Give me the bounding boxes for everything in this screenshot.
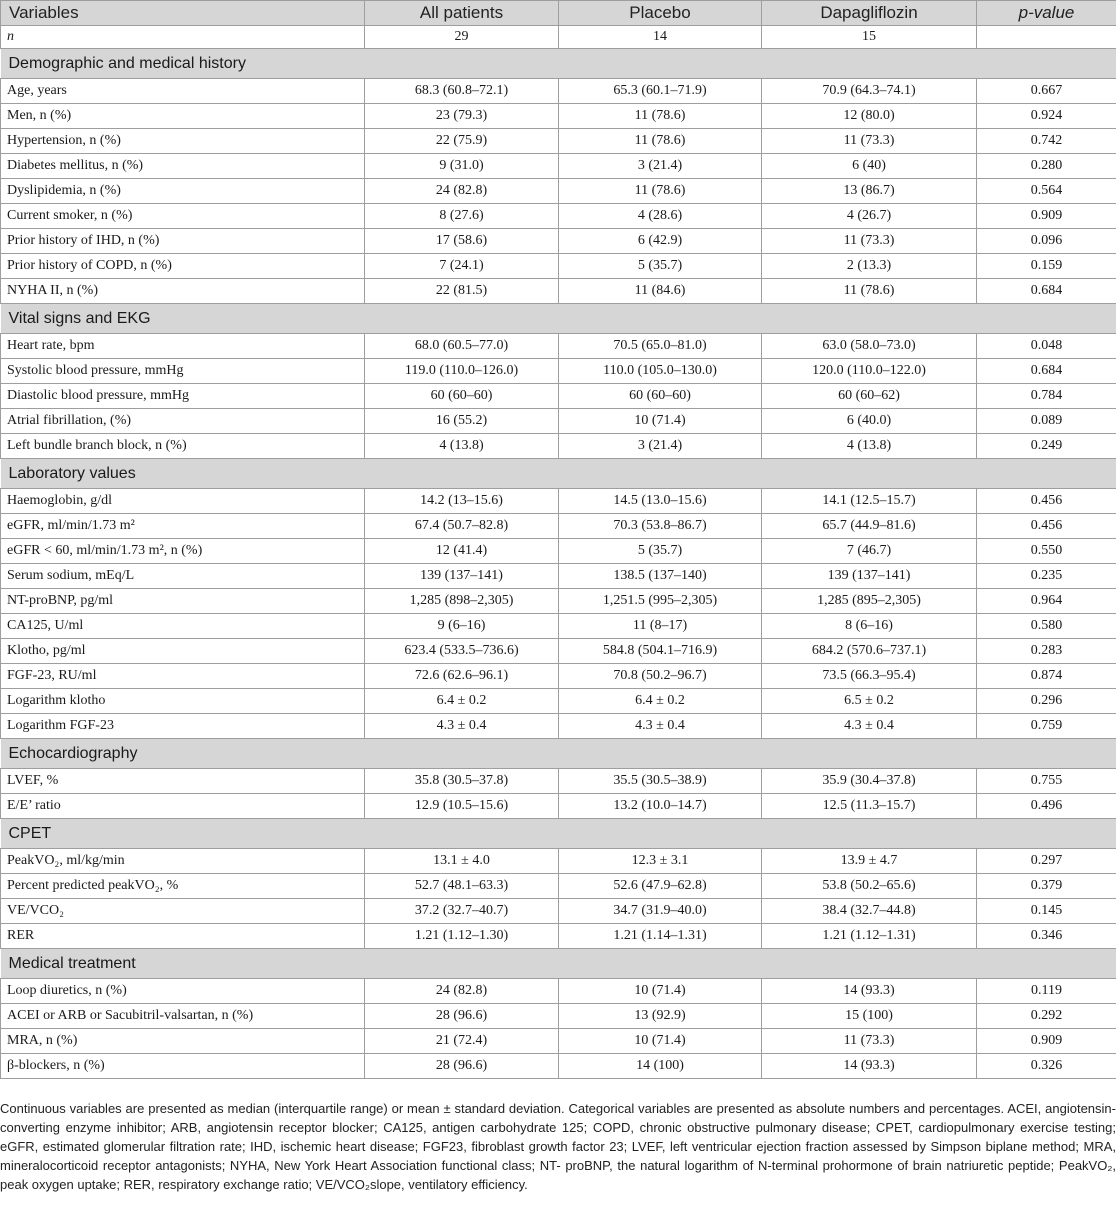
cell-all-patients: 13.1 ± 4.0: [365, 849, 559, 874]
n-row: [1, 26, 1116, 49]
table-row: [1, 279, 1116, 304]
cell-p-value: 0.283: [977, 639, 1116, 664]
cell-dapagliflozin: 63.0 (58.0–73.0): [762, 334, 977, 359]
header-dapagliflozin: Dapagliflozin: [762, 1, 977, 26]
cell-dapagliflozin: 11 (73.3): [762, 229, 977, 254]
table-header: [1, 1, 1116, 26]
table-row: [1, 334, 1116, 359]
table-row: [1, 899, 1116, 924]
cell-variable: Logarithm klotho: [1, 689, 365, 714]
cell-p-value: 0.096: [977, 229, 1116, 254]
section-title: Vital signs and EKG: [1, 304, 1116, 334]
table-row: [1, 1054, 1116, 1079]
cell-placebo: 10 (71.4): [559, 979, 762, 1004]
table-row: [1, 714, 1116, 739]
cell-dapagliflozin: 6.5 ± 0.2: [762, 689, 977, 714]
cell-p-value: 0.874: [977, 664, 1116, 689]
cell-p-value: 0.145: [977, 899, 1116, 924]
table-row: [1, 514, 1116, 539]
table-row: [1, 589, 1116, 614]
cell-all-patients: 22 (81.5): [365, 279, 559, 304]
cell-variable: CA125, U/ml: [1, 614, 365, 639]
cell-variable: Age, years: [1, 79, 365, 104]
table-row: [1, 1004, 1116, 1029]
cell-variable: eGFR, ml/min/1.73 m²: [1, 514, 365, 539]
cell-dapagliflozin: 1,285 (895–2,305): [762, 589, 977, 614]
cell-all-patients: 24 (82.8): [365, 979, 559, 1004]
cell-variable: Prior history of COPD, n (%): [1, 254, 365, 279]
cell-dapagliflozin: 8 (6–16): [762, 614, 977, 639]
cell-placebo: 11 (8–17): [559, 614, 762, 639]
cell-variable: ACEI or ARB or Sacubitril-valsartan, n (%): [1, 1004, 365, 1029]
cell-placebo: 10 (71.4): [559, 1029, 762, 1054]
section-header: [1, 459, 1116, 489]
n-all: 29: [365, 26, 559, 49]
cell-dapagliflozin: 7 (46.7): [762, 539, 977, 564]
cell-dapagliflozin: 70.9 (64.3–74.1): [762, 79, 977, 104]
cell-variable: VE/VCO₂: [1, 899, 365, 924]
cell-all-patients: 6.4 ± 0.2: [365, 689, 559, 714]
cell-variable: MRA, n (%): [1, 1029, 365, 1054]
cell-placebo: 4 (28.6): [559, 204, 762, 229]
cell-placebo: 10 (71.4): [559, 409, 762, 434]
cell-all-patients: 8 (27.6): [365, 204, 559, 229]
cell-variable: LVEF, %: [1, 769, 365, 794]
cell-all-patients: 4.3 ± 0.4: [365, 714, 559, 739]
cell-all-patients: 1.21 (1.12–1.30): [365, 924, 559, 949]
cell-placebo: 70.3 (53.8–86.7): [559, 514, 762, 539]
n-p-value: [977, 26, 1116, 49]
cell-placebo: 12.3 ± 3.1: [559, 849, 762, 874]
cell-all-patients: 21 (72.4): [365, 1029, 559, 1054]
section-title: Demographic and medical history: [1, 49, 1116, 79]
cell-placebo: 5 (35.7): [559, 254, 762, 279]
cell-dapagliflozin: 65.7 (44.9–81.6): [762, 514, 977, 539]
table-row: [1, 874, 1116, 899]
cell-placebo: 4.3 ± 0.4: [559, 714, 762, 739]
section-header: [1, 819, 1116, 849]
cell-all-patients: 9 (6–16): [365, 614, 559, 639]
cell-all-patients: 14.2 (13–15.6): [365, 489, 559, 514]
cell-variable: β-blockers, n (%): [1, 1054, 365, 1079]
section-header: [1, 949, 1116, 979]
cell-p-value: 0.496: [977, 794, 1116, 819]
cell-dapagliflozin: 120.0 (110.0–122.0): [762, 359, 977, 384]
cell-dapagliflozin: 12 (80.0): [762, 104, 977, 129]
section-title: Medical treatment: [1, 949, 1116, 979]
cell-p-value: 0.784: [977, 384, 1116, 409]
n-placebo: 14: [559, 26, 762, 49]
cell-all-patients: 4 (13.8): [365, 434, 559, 459]
cell-placebo: 5 (35.7): [559, 539, 762, 564]
cell-variable: E/E’ ratio: [1, 794, 365, 819]
table-row: [1, 614, 1116, 639]
cell-p-value: 0.684: [977, 279, 1116, 304]
cell-dapagliflozin: 11 (78.6): [762, 279, 977, 304]
cell-dapagliflozin: 13 (86.7): [762, 179, 977, 204]
table-row: [1, 489, 1116, 514]
cell-variable: Diastolic blood pressure, mmHg: [1, 384, 365, 409]
cell-variable: eGFR < 60, ml/min/1.73 m², n (%): [1, 539, 365, 564]
cell-variable: Dyslipidemia, n (%): [1, 179, 365, 204]
cell-p-value: 0.755: [977, 769, 1116, 794]
cell-p-value: 0.048: [977, 334, 1116, 359]
cell-placebo: 11 (84.6): [559, 279, 762, 304]
cell-variable: PeakVO₂, ml/kg/min: [1, 849, 365, 874]
cell-all-patients: 139 (137–141): [365, 564, 559, 589]
cell-p-value: 0.249: [977, 434, 1116, 459]
cell-variable: Current smoker, n (%): [1, 204, 365, 229]
cell-p-value: 0.667: [977, 79, 1116, 104]
table-row: [1, 129, 1116, 154]
cell-all-patients: 60 (60–60): [365, 384, 559, 409]
cell-p-value: 0.456: [977, 514, 1116, 539]
cell-all-patients: 68.0 (60.5–77.0): [365, 334, 559, 359]
section-header: [1, 49, 1116, 79]
cell-variable: Systolic blood pressure, mmHg: [1, 359, 365, 384]
cell-placebo: 34.7 (31.9–40.0): [559, 899, 762, 924]
cell-p-value: 0.456: [977, 489, 1116, 514]
table-row: [1, 924, 1116, 949]
cell-all-patients: 12 (41.4): [365, 539, 559, 564]
cell-p-value: 0.280: [977, 154, 1116, 179]
cell-dapagliflozin: 12.5 (11.3–15.7): [762, 794, 977, 819]
cell-placebo: 584.8 (504.1–716.9): [559, 639, 762, 664]
table-row: [1, 384, 1116, 409]
cell-all-patients: 28 (96.6): [365, 1004, 559, 1029]
table-row: [1, 229, 1116, 254]
table-footnote: Continuous variables are presented as median (interquartile range) or mean ± standard deviation. Categorical variables are presented as absolute numbers and percentages. ACEI, angiotensin-converting enzyme inhibitor; ARB, angiotensin receptor blocker; CA125, antigen carbohydrate 125; COPD, chronic obstructive pulmonary disease; CPET, cardiopulmonary exercise testing; eGFR, estimated glomerular filtration rate; IHD, ischemic heart disease; FGF23, fibroblast growth factor 23; LVEF, left ventricular ejection fraction assessed by Simpson biplane method; MRA, mineralocorticoid receptor antagonists; NYHA, New York Heart Association functional class; NT- proBNP, the natural logarithm of N-terminal prohormone of brain natriuretic peptide; PeakVO₂, peak oxygen uptake; RER, respiratory exchange ratio; VE/VCO₂slope, ventilatory efficiency.: [0, 1101, 1116, 1192]
cell-placebo: 3 (21.4): [559, 154, 762, 179]
cell-p-value: 0.346: [977, 924, 1116, 949]
cell-p-value: 0.759: [977, 714, 1116, 739]
table-body: [1, 26, 1116, 1079]
cell-variable: Men, n (%): [1, 104, 365, 129]
cell-dapagliflozin: 14 (93.3): [762, 979, 977, 1004]
cell-variable: Klotho, pg/ml: [1, 639, 365, 664]
cell-dapagliflozin: 6 (40.0): [762, 409, 977, 434]
cell-all-patients: 52.7 (48.1–63.3): [365, 874, 559, 899]
cell-dapagliflozin: 4.3 ± 0.4: [762, 714, 977, 739]
header-all-patients: All patients: [365, 1, 559, 26]
header-placebo: Placebo: [559, 1, 762, 26]
cell-all-patients: 12.9 (10.5–15.6): [365, 794, 559, 819]
section-title: CPET: [1, 819, 1116, 849]
table-row: [1, 564, 1116, 589]
cell-p-value: 0.296: [977, 689, 1116, 714]
cell-variable: NYHA II, n (%): [1, 279, 365, 304]
table-row: [1, 639, 1116, 664]
cell-dapagliflozin: 35.9 (30.4–37.8): [762, 769, 977, 794]
n-label: n: [1, 26, 365, 49]
cell-variable: Percent predicted peakVO₂, %: [1, 874, 365, 899]
cell-p-value: 0.924: [977, 104, 1116, 129]
cell-dapagliflozin: 14 (93.3): [762, 1054, 977, 1079]
cell-placebo: 70.8 (50.2–96.7): [559, 664, 762, 689]
cell-placebo: 52.6 (47.9–62.8): [559, 874, 762, 899]
section-header: [1, 739, 1116, 769]
cell-variable: Diabetes mellitus, n (%): [1, 154, 365, 179]
cell-dapagliflozin: 60 (60–62): [762, 384, 977, 409]
table-row: [1, 359, 1116, 384]
table-row: [1, 79, 1116, 104]
cell-dapagliflozin: 4 (13.8): [762, 434, 977, 459]
table-row: [1, 104, 1116, 129]
cell-variable: Hypertension, n (%): [1, 129, 365, 154]
cell-dapagliflozin: 6 (40): [762, 154, 977, 179]
cell-variable: RER: [1, 924, 365, 949]
cell-dapagliflozin: 2 (13.3): [762, 254, 977, 279]
cell-dapagliflozin: 4 (26.7): [762, 204, 977, 229]
cell-all-patients: 35.8 (30.5–37.8): [365, 769, 559, 794]
cell-placebo: 3 (21.4): [559, 434, 762, 459]
table-row: [1, 434, 1116, 459]
cell-all-patients: 17 (58.6): [365, 229, 559, 254]
cell-variable: Serum sodium, mEq/L: [1, 564, 365, 589]
table-row: [1, 664, 1116, 689]
cell-p-value: 0.550: [977, 539, 1116, 564]
table-row: [1, 689, 1116, 714]
cell-dapagliflozin: 1.21 (1.12–1.31): [762, 924, 977, 949]
cell-variable: Heart rate, bpm: [1, 334, 365, 359]
cell-all-patients: 16 (55.2): [365, 409, 559, 434]
table-row: [1, 539, 1116, 564]
cell-variable: Prior history of IHD, n (%): [1, 229, 365, 254]
cell-variable: Loop diuretics, n (%): [1, 979, 365, 1004]
cell-all-patients: 28 (96.6): [365, 1054, 559, 1079]
table-row: [1, 179, 1116, 204]
table-row: [1, 794, 1116, 819]
cell-p-value: 0.235: [977, 564, 1116, 589]
cell-p-value: 0.964: [977, 589, 1116, 614]
cell-placebo: 13.2 (10.0–14.7): [559, 794, 762, 819]
table-row: [1, 409, 1116, 434]
cell-all-patients: 37.2 (32.7–40.7): [365, 899, 559, 924]
cell-placebo: 14.5 (13.0–15.6): [559, 489, 762, 514]
section-header: [1, 304, 1116, 334]
cell-placebo: 1,251.5 (995–2,305): [559, 589, 762, 614]
cell-p-value: 0.159: [977, 254, 1116, 279]
cell-all-patients: 24 (82.8): [365, 179, 559, 204]
header-variables: Variables: [1, 1, 365, 26]
cell-all-patients: 68.3 (60.8–72.1): [365, 79, 559, 104]
cell-all-patients: 23 (79.3): [365, 104, 559, 129]
cell-dapagliflozin: 38.4 (32.7–44.8): [762, 899, 977, 924]
cell-all-patients: 9 (31.0): [365, 154, 559, 179]
cell-dapagliflozin: 13.9 ± 4.7: [762, 849, 977, 874]
cell-dapagliflozin: 11 (73.3): [762, 1029, 977, 1054]
cell-variable: Left bundle branch block, n (%): [1, 434, 365, 459]
cell-dapagliflozin: 684.2 (570.6–737.1): [762, 639, 977, 664]
cell-p-value: 0.909: [977, 1029, 1116, 1054]
table-row: [1, 769, 1116, 794]
table-row: [1, 204, 1116, 229]
cell-all-patients: 7 (24.1): [365, 254, 559, 279]
cell-p-value: 0.684: [977, 359, 1116, 384]
cell-p-value: 0.089: [977, 409, 1116, 434]
table-row: [1, 254, 1116, 279]
cell-p-value: 0.297: [977, 849, 1116, 874]
cell-placebo: 11 (78.6): [559, 129, 762, 154]
cell-all-patients: 22 (75.9): [365, 129, 559, 154]
cell-placebo: 11 (78.6): [559, 104, 762, 129]
cell-variable: NT-proBNP, pg/ml: [1, 589, 365, 614]
cell-p-value: 0.564: [977, 179, 1116, 204]
cell-placebo: 6 (42.9): [559, 229, 762, 254]
cell-dapagliflozin: 11 (73.3): [762, 129, 977, 154]
cell-dapagliflozin: 53.8 (50.2–65.6): [762, 874, 977, 899]
cell-placebo: 138.5 (137–140): [559, 564, 762, 589]
table-row: [1, 849, 1116, 874]
cell-p-value: 0.580: [977, 614, 1116, 639]
cell-placebo: 1.21 (1.14–1.31): [559, 924, 762, 949]
cell-placebo: 13 (92.9): [559, 1004, 762, 1029]
section-title: Echocardiography: [1, 739, 1116, 769]
header-p-value: p-value: [977, 1, 1116, 26]
cell-placebo: 11 (78.6): [559, 179, 762, 204]
cell-dapagliflozin: 73.5 (66.3–95.4): [762, 664, 977, 689]
cell-placebo: 6.4 ± 0.2: [559, 689, 762, 714]
cell-variable: Logarithm FGF-23: [1, 714, 365, 739]
cell-p-value: 0.742: [977, 129, 1116, 154]
cell-dapagliflozin: 139 (137–141): [762, 564, 977, 589]
n-dapagliflozin: 15: [762, 26, 977, 49]
cell-placebo: 35.5 (30.5–38.9): [559, 769, 762, 794]
cell-placebo: 70.5 (65.0–81.0): [559, 334, 762, 359]
cell-all-patients: 1,285 (898–2,305): [365, 589, 559, 614]
cell-all-patients: 72.6 (62.6–96.1): [365, 664, 559, 689]
section-title: Laboratory values: [1, 459, 1116, 489]
cell-placebo: 110.0 (105.0–130.0): [559, 359, 762, 384]
table-row: [1, 1029, 1116, 1054]
cell-placebo: 60 (60–60): [559, 384, 762, 409]
cell-variable: Haemoglobin, g/dl: [1, 489, 365, 514]
cell-p-value: 0.326: [977, 1054, 1116, 1079]
cell-variable: FGF-23, RU/ml: [1, 664, 365, 689]
cell-p-value: 0.292: [977, 1004, 1116, 1029]
cell-all-patients: 623.4 (533.5–736.6): [365, 639, 559, 664]
cell-variable: Atrial fibrillation, (%): [1, 409, 365, 434]
table-row: [1, 154, 1116, 179]
cell-dapagliflozin: 14.1 (12.5–15.7): [762, 489, 977, 514]
cell-p-value: 0.909: [977, 204, 1116, 229]
cell-p-value: 0.379: [977, 874, 1116, 899]
cell-placebo: 65.3 (60.1–71.9): [559, 79, 762, 104]
cell-all-patients: 119.0 (110.0–126.0): [365, 359, 559, 384]
table-row: [1, 979, 1116, 1004]
cell-placebo: 14 (100): [559, 1054, 762, 1079]
cell-p-value: 0.119: [977, 979, 1116, 1004]
cell-all-patients: 67.4 (50.7–82.8): [365, 514, 559, 539]
cell-dapagliflozin: 15 (100): [762, 1004, 977, 1029]
